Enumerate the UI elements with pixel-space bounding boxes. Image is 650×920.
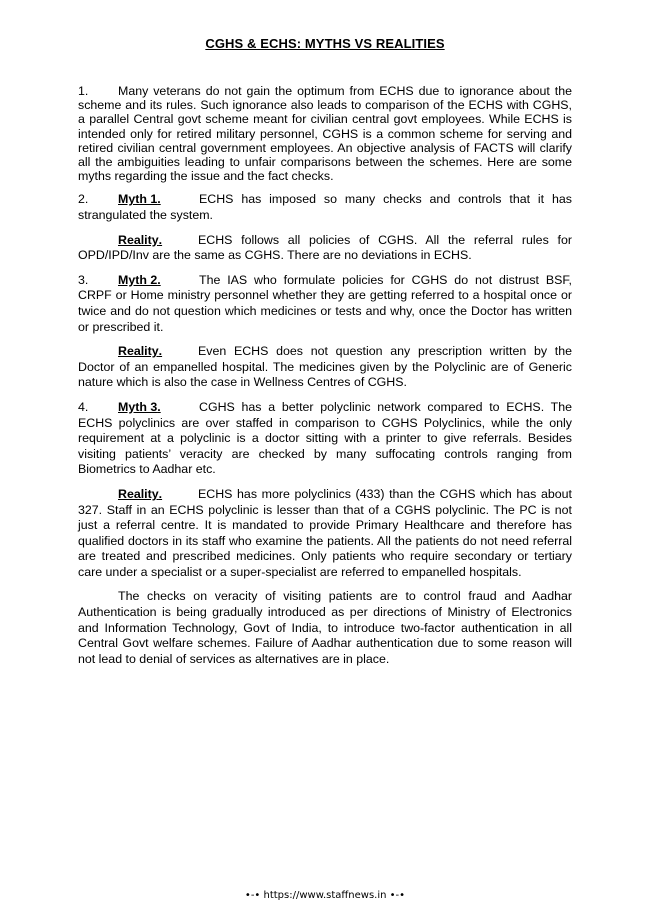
document-page: [78, 36, 572, 667]
myth-3-label: Myth 3: [118, 399, 158, 414]
myth-2-text: The IAS who formulate policies for CGHS do not distrust BSF, CRPF or Home ministry personnel whether they are getting referred to a hospital once or twice and do not question which medicines or tests and why, once the Doctor has written or prescribed it.: [78, 272, 572, 334]
paragraph-number: 1.: [78, 84, 89, 98]
myth-3-text: CGHS has a better polyclinic network compared to ECHS. The ECHS polyclinics are over staffed in comparison to CGHS Polyclinics, while the only requirement at a polyclinic is a doctor sitting with a printer to give referrals. Besides visiting patients’ veracity are checked by many suffocating controls ranging from Biometrics to Aadhar etc.: [78, 399, 572, 477]
reality-1-label: Reality: [118, 232, 159, 247]
closing-paragraph: [78, 589, 572, 667]
reality-3-paragraph: Reality. ECHS has more polyclinics (433) than the CGHS which has about 327. Staff in an ECHS polyclinic is lesser than that of a CGHS polyclinic. The PC is not just a referral centre. It is mandated to provide Primary Healthcare and therefore has qualified doctors in its staff who examine the patients. All the patients do not need referral are treated and prescribed medicines. Only patients who require secondary or tertiary care under a specialist or a super-specialist are referred to empanelled hospitals.: [78, 486, 572, 579]
intro-paragraph: [78, 84, 572, 183]
reality-2-label: Reality: [118, 344, 159, 359]
myth-1-label: Myth 1: [118, 192, 158, 207]
intro-text: Many veterans do not gain the optimum from ECHS due to ignorance about the scheme and its rules. Such ignorance also leads to comparison of the ECHS with CGHS, a parallel Central govt scheme meant for civilian central govt employees. While ECHS is intended only for retired military personnel, CGHS is a common scheme for serving and retired civilian central government employees. An objective analysis of FACTS will clarify all the ambiguities leading to unfair comparisons between the schemes. Here are some myths regarding the issue and the fact checks.: [78, 84, 572, 184]
closing-text: The checks on veracity of visiting patients are to control fraud and Aadhar Authentication is being gradually introduced as per directions of Ministry of Electronics and Information Technology, Govt of India, to introduce two-factor authentication in all Central Govt welfare schemes. Failure of Aadhar authentication due to some reason will not lead to denial of services as alternatives are in place.: [78, 589, 572, 666]
reality-2-paragraph: Reality. Even ECHS does not question any prescription written by the Doctor of an empanelled hospital. The medicines given by the Polyclinic are of Generic nature which is also the case in Wellness Centres of CGHS.: [78, 344, 572, 390]
document-title: CGHS & ECHS: MYTHS VS REALITIES: [205, 36, 445, 51]
reality-1-text: ECHS follows all policies of CGHS. All the referral rules for OPD/IPD/Inv are the same as CGHS. There are no deviations in ECHS.: [78, 232, 572, 263]
footer-link[interactable]: •-• https://www.staffnews.in •-•: [244, 890, 406, 901]
reality-2-text: Even ECHS does not question any prescription written by the Doctor of an empanelled hospital. The medicines given by the Polyclinic are of Generic nature which is also the case in Wellness Centres of CGHS.: [78, 344, 572, 390]
reality-1-paragraph: Reality. ECHS follows all policies of CGHS. All the referral rules for OPD/IPD/Inv are the same as CGHS. There are no deviations in ECHS.: [78, 232, 572, 263]
myth-1-paragraph: 2. Myth 1. ECHS has imposed so many checks and controls that it has strangulated the system.: [78, 192, 572, 223]
myth-1-text: ECHS has imposed so many checks and controls that it has strangulated the system.: [78, 192, 572, 223]
myth-2-paragraph: 3. Myth 2. The IAS who formulate policies for CGHS do not distrust BSF, CRPF or Home ministry personnel whether they are getting referred to a hospital once or twice and do not question which medicines or tests and why, once the Doctor has written or prescribed it.: [78, 272, 572, 334]
reality-3-label: Reality: [118, 486, 159, 501]
myth-2-label: Myth 2: [118, 272, 158, 287]
myth-3-paragraph: 4. Myth 3. CGHS has a better polyclinic network compared to ECHS. The ECHS polyclinics are over staffed in comparison to CGHS Polyclinics, while the only requirement at a polyclinic is a doctor sitting with a printer to give referrals. Besides visiting patients’ veracity are checked by many suffocating controls ranging from Biometrics to Aadhar etc.: [78, 399, 572, 477]
paragraph-number: 2.: [78, 192, 89, 207]
paragraph-number: 4.: [78, 399, 89, 414]
paragraph-number: 3.: [78, 272, 89, 287]
reality-3-text: ECHS has more polyclinics (433) than the CGHS which has about 327. Staff in an ECHS polyclinic is lesser than that of a CGHS polyclinic. The PC is not just a referral centre. It is mandated to provide Primary Healthcare and therefore has qualified doctors in its staff who examine the patients. All the patients do not need referral are treated and prescribed medicines. Only patients who require secondary or tertiary care under a specialist or a super-specialist are referred to empanelled hospitals.: [78, 486, 572, 579]
